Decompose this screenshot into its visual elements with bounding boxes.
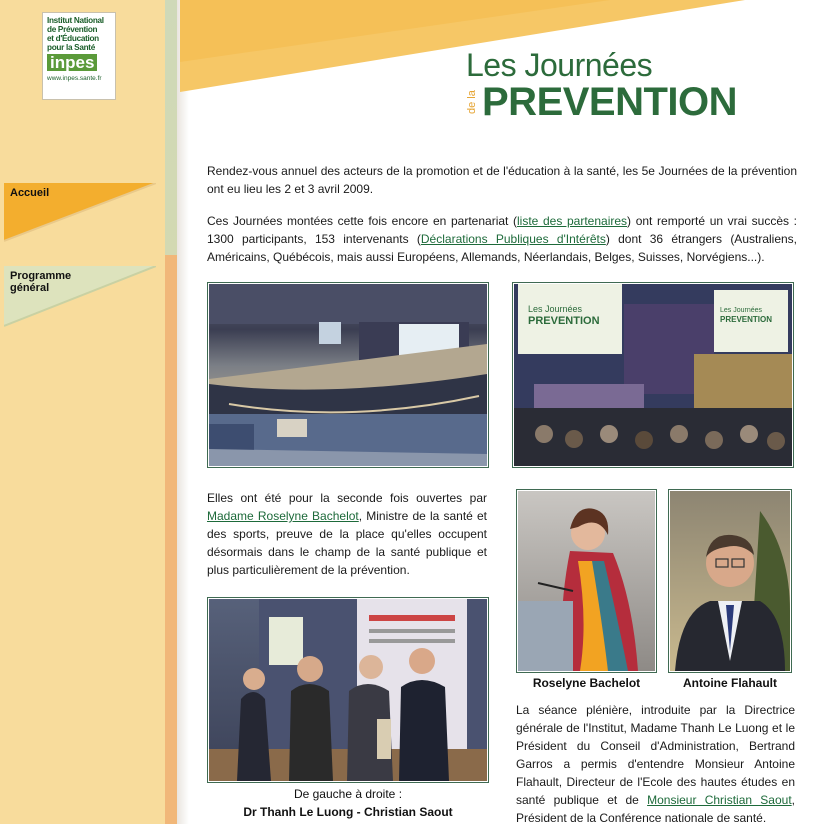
bachelot-link[interactable]: Madame Roselyne Bachelot [207,509,359,523]
intro-paragraph: Rendez-vous annuel des acteurs de la promotion et de l'éducation à la santé, les 5e Journées de la prévention ont eu lieu les 2 et 3 avril 2009. [207,164,797,196]
photo-antoine-flahault [668,489,792,673]
opening-paragraph: Elles ont été pour la seconde fois ouvertes par Madame Roselyne Bachelot, Ministre de la santé et des sports, preuve de la place qu'elles occupent désormais dans le champ de la santé publique et plus particulièrement de la prévention. [207,491,488,577]
auditorium-illustration [209,284,487,466]
sidebar [0,0,165,824]
content-edge-shade [177,0,189,824]
photo-auditorium [207,282,489,468]
group-illustration [209,599,487,781]
logo-brand: inpes [47,54,97,71]
flahault-illustration [670,491,790,671]
logo-url: www.inpes.sante.fr [47,75,102,82]
event-title-de: de la [466,90,478,114]
svg-text:Les Journées: Les Journées [720,307,763,314]
seance-paragraph: La séance plénière, introduite par la Directrice générale de l'Institut, Madame Thanh Le Luong et le Président du Conseil d'Administration, Bertrand Garros a permis d'entendre Monsieur Antoine Flahault, Directeur de l'Ecole des hautes études en santé publique et de Monsieur Christian Saout, Président de la Conférence nationale de santé. [516,703,796,825]
sidebar-stripe-orange [165,255,177,824]
photo-group [207,597,489,783]
bachelot-illustration [518,491,655,671]
svg-text:PREVENTION: PREVENTION [528,315,600,327]
svg-text:Les Journées: Les Journées [528,304,583,314]
caption-group: De gauche à droite : Dr Thanh Le Luong - Christian Saout [243,787,453,819]
caption-bachelot: Roselyne Bachelot [532,676,641,690]
sidebar-item-label: Accueil [10,187,50,199]
photo-roselyne-bachelot [516,489,657,673]
sidebar-item-accueil[interactable] [4,183,156,243]
caption-flahault: Antoine Flahault [683,676,777,690]
logo-org-name: Institut National de Prévention et d'Éducation pour la Santé [47,16,104,52]
stage-illustration [514,284,792,466]
sidebar-item-label: Programme général [10,270,72,294]
photo-stage [512,282,794,468]
event-title-main: PREVENTION [482,80,738,124]
sidebar-item-programme[interactable] [4,266,156,326]
event-title-top: Les Journées [466,47,653,83]
inpes-logo[interactable] [42,12,116,100]
partners-link[interactable]: liste des partenaires [517,214,628,228]
partners-paragraph: Ces Journées montées cette fois encore en partenariat (liste des partenaires) ont remporté un vrai succès : 1300 participants, 153 intervenants (Déclarations Publiques d'Intérêts) dont 36 étrangers (Australiens, Américains, Québécois, mais aussi Européens, Allemands, Néerlandais, Belges, Suisses, Norvégiens...). [207,214,798,264]
declarations-link[interactable]: Déclarations Publiques d'Intérêts [420,232,606,246]
svg-text:PREVENTION: PREVENTION [720,315,773,324]
saout-link[interactable]: Monsieur Christian Saout [647,793,792,807]
